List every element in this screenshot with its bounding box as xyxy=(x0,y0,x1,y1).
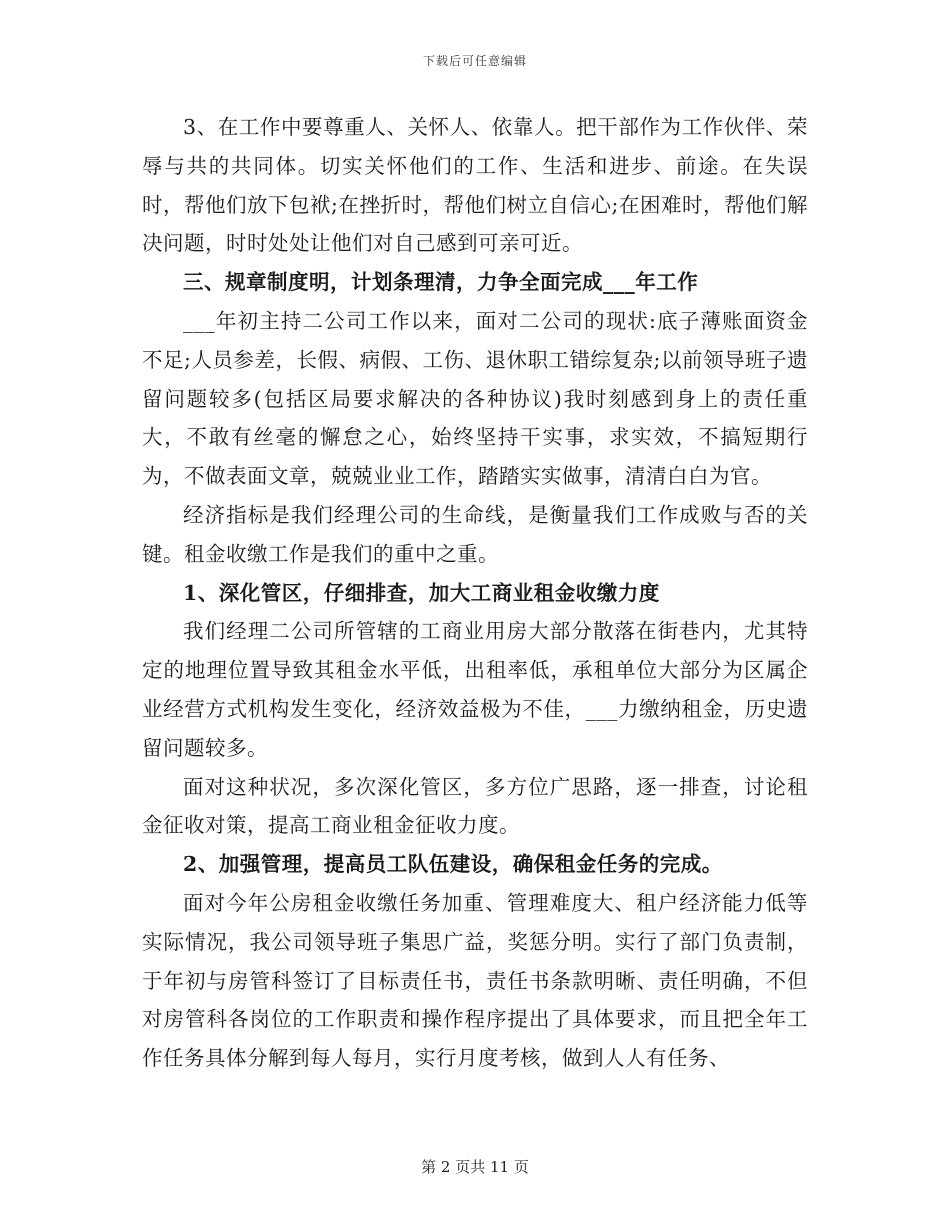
page-header: 下载后可任意编辑 xyxy=(422,54,527,68)
page-number-footer: 第 2 页共 11 页 xyxy=(421,1158,529,1176)
paragraph-respect-people: 3、在工作中要尊重人、关怀人、依靠人。把干部作为工作伙伴、荣辱与共的共同体。切实关怀他们的工作、生活和进步、前途。在失误时，帮他们放下包袱;在挫折时，帮他们树立自信心;在困难时，帮他们解决问题，时时处处让他们对自己感到可亲可近。 xyxy=(142,115,808,256)
paragraph-company-status: ___年初主持二公司工作以来，面对二公司的现状:底子薄账面资金不足;人员参差，长假、病假、工伤、退休职工错综复杂;以前领导班子遗留问题较多(包括区局要求解决的各种协议)我时刻感到身上的责任重大，不敢有丝毫的懈怠之心，始终坚持干实事，求实效，不搞短期行为，不做表面文章，兢兢业业工作，踏踏实实做事，清清白白为官。 xyxy=(142,308,808,489)
section-heading-rules: 三、规章制度明，计划条理清，力争全面完成___年工作 xyxy=(183,270,699,295)
paragraph-economic-indicators: 经济指标是我们经理公司的生命线，是衡量我们工作成败与否的关键。租金收缴工作是我们的重中之重。 xyxy=(142,502,808,566)
paragraph-responsibility-system: 面对今年公房租金收缴任务加重、管理难度大、租户经济能力低等实际情况，我公司领导班子集思广益，奖惩分明。实行了部门负责制，于年初与房管科签订了目标责任书，责任书条款明晰、责任明确，不但对房管科各岗位的工作职责和操作程序提出了具体要求，而且把全年工作任务具体分解到每人每月，实行月度考核，做到人人有任务、 xyxy=(142,890,808,1071)
subheading-strengthen-management: 2、加强管理，提高员工队伍建设，确保租金任务的完成。 xyxy=(183,852,723,877)
paragraph-commercial-housing: 我们经理二公司所管辖的工商业用房大部分散落在街巷内，尤其特定的地理位置导致其租金水平低，出租率低，承租单位大部分为区属企业经营方式机构发生变化，经济效益极为不佳，___力缴纳租金，历史遗留问题较多。 xyxy=(142,619,808,760)
paragraph-rent-collection-measures: 面对这种状况，多次深化管区，多方位广思路，逐一排查，讨论租金征收对策，提高工商业租金征收力度。 xyxy=(142,774,808,838)
document-body xyxy=(142,108,808,1078)
subheading-deepen-districts: 1、深化管区，仔细排查，加大工商业租金收缴力度 xyxy=(183,580,660,605)
